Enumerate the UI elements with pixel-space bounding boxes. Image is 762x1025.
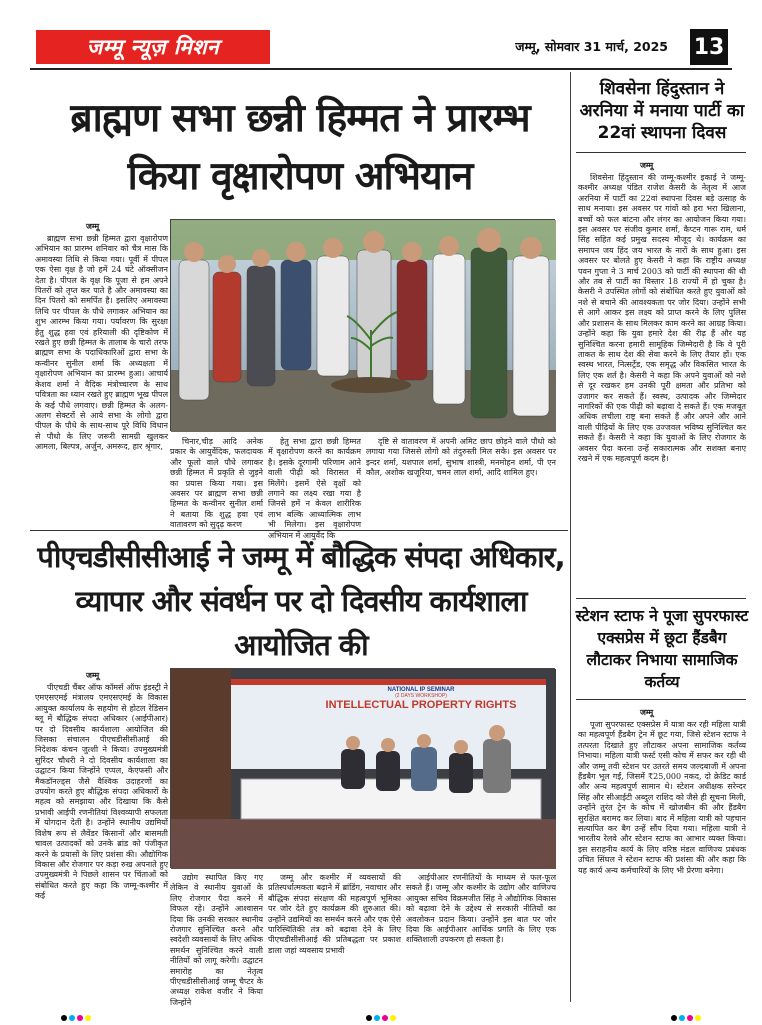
column-divider xyxy=(570,72,571,1002)
print-registration-marks xyxy=(0,1006,762,1016)
story3-rule xyxy=(576,152,746,153)
story1-column-1 xyxy=(35,234,168,526)
story1-column-4 xyxy=(366,437,556,533)
story4-body-text: पूजा सुपरफास्ट एक्सप्रेस में यात्रा कर रही महिला यात्री का महत्वपूर्ण हैंडबैग ट्रेन में छूट गया, जिसे स्टेशन स्टाफ ने तत्परता दिखाते हुए लौटाकर अपना सामाजिक कर्तव्य निभाया। महिला यात्री फर्स्ट एसी कोच में सफर कर रही थी और जम्मू तवी स्टेशन पर उतरते समय जल्दबाजी में अपना हैंडबैग भूल गईं, जिसमें ₹25,000 नकद, दो क्रेडिट कार्ड और अन्य महत्वपूर्ण सामान थे। स्टेशन अधीक्षक सरेन्दर सिंह और सीआईटी अब्दुल राशिद को जैसे ही सूचना मिली, उन्होंने तुरंत ट्रेन के कोच में खोजबीन की और हैंडबैग सुरक्षित बरामद कर लिया। बाद में महिला यात्री को पहचान सत्यापित कर बैग उन्हें सौंप दिया गया। महिला यात्री ने भारतीय रेलवे और स्टेशन स्टाफ का आभार व्यक्त किया। इस सराहनीय कार्य के लिए वरिष्ठ मंडल वाणिज्य प्रबंधक उचित सिंघल ने स्टेशन स्टाफ की प्रशंसा की और कहा कि यह कार्य अन्य कर्मचारियों के लिए भी प्रेरणा बनेगा। xyxy=(578,720,746,875)
story4-rule-top xyxy=(576,598,746,599)
story1-col2-text: चिनार,चीड़ आदि अनेक प्रकार के आयुर्वेदिक, फलदायक और फूलो वाले पौधे लगाकर छन्नी हिम्मत में प्रकृति से जुड़ने का प्रयास किया गया। इस अवसर पर ब्राह्मण सभा छन्नी हिम्मत के कन्वीनर सुनील शर्मा ने बताया कि शुद्ध हवा एवं वातावरण को सुदृढ़ करण xyxy=(170,437,263,530)
story2-column-3 xyxy=(268,873,401,1001)
story2-column-1 xyxy=(35,683,168,1001)
banner-small: (2 DAYS WORKSHOP) xyxy=(395,693,447,699)
banner-line2: INTELLECTUAL PROPERTY RIGHTS xyxy=(325,699,517,711)
story1-column-3 xyxy=(268,437,361,540)
story2-col4-text: आईपीआर रणनीतियों के माध्यम से फल-फूल सकते हैं। जम्मू और कश्मीर के उद्योग और वाणिज्य आयुक्त सचिव विक्रमजीत सिंह ने औद्योगिक विकास को बढ़ावा देने के उद्देश्य से सरकारी नीतियों का अवलोकन प्रदान किया। उन्होंने इस बात पर जोर दिया कि आईपीआर आर्थिक प्रगति के लिए एक शक्तिशाली उपकरण हो सकता है। xyxy=(406,873,556,945)
masthead-rule xyxy=(30,68,732,70)
story2-column-2 xyxy=(170,873,263,1007)
story3-headline: शिवसेना हिंदुस्तान ने अरनिया में मनाया पार्टी का 22वां स्थापना दिवस xyxy=(579,79,745,143)
story3-body-text: शिवसेना हिंदुस्तान की जम्मू-कश्मीर इकाई ने जम्मू-कश्मीर अध्यक्ष पंडित राजेश केसरी के नेतृत्व में आज अरनिया में पार्टी का 22वां स्थापना दिवस बड़े उत्साह के साथ मनाया। इस अवसर पर गांवों को हरा भरा खिलाना, बच्चों को फल बांटना और लंगर का आयोजन किया गया। इस अवसर पर संजीव कुमार शर्मा, कैप्टन गारू राम, धर्म सिंह सहित कई प्रमुख सदस्य मौजूद थे। कार्यक्रम का समापन जय हिंद जय भारत के नारों के साथ हुआ। इस अवसर पर बोलते हुए केसरी ने कहा कि राष्ट्रीय अध्यक्ष पवन गुप्ता ने 3 मार्च 2003 को पार्टी की स्थापना की थी और तब से पार्टी का विस्तार 18 राज्यों में हो चुका है। केसरी ने उपस्थित लोगों को संबोधित करते हुए युवाओं को नशे से बचाने की आवश्यकता पर जोर दिया। उन्होंने सभी से आगे आकर इस लक्ष्य को प्राप्त करने के लिए पुलिस और प्रशासन के साथ मिलकर काम करने का आग्रह किया। उन्होंने कहा कि युवा हमारे देश की रीढ़ हैं और यह सुनिश्चित करना हमारी सामूहिक जिम्मेदारी है कि वे पूरी ताकत के साथ देश की सेवा करने के लिए तैयार हों। एक स्वस्थ भारत, नित्सर्ट्रेड, एक समृद्ध और विकसित भारत के लिए एक शर्त है। केसरी ने कहा कि अपने युवाओं को नशे से दूर रखकर हम उनकी पूरी क्षमता और प्रतिभा को उजागर कर सकते हैं। स्वस्थ, उत्पादक और जिम्मेदार नागरिकों की एक पीढ़ी को बढ़ावा दे सकते हैं। एक मजबूत अधिक लचीला राष्ट्र बना सकते हैं और अपने और आने वाली पीढ़ियों के लिए एक उज्जवल भविष्य सुनिश्चित कर सकते हैं। केसरी ने कहा कि युवाओं के लिए रोजगार के अवसर पैदा करना उन्हें सकारात्मक और सशक्त बनाए रखने में एक महत्वपूर्ण कदम है। xyxy=(578,173,746,463)
story2-col3-text: जम्मू और कश्मीर में व्यवसायों की प्रतिस्पर्धात्मकता बढ़ाने में ब्रांडिंग, नवाचार और बौद्धिक संपदा संरक्षण की महत्वपूर्ण भूमिका पर जोर देते हुए कार्यक्रम की शुरुआत की। उन्होंने उद्यमियों का समर्थन करने और एक ऐसे पारिस्थितिकी तंत्र को बढ़ावा देने के लिए पीएचडीसीसीआई की प्रतिबद्धता पर प्रकाश डाला जहां व्यवसाय प्रभावी xyxy=(268,873,401,955)
story4-rule xyxy=(576,699,746,700)
story4-headline: स्टेशन स्टाफ ने पूजा सुपरफास्ट एक्सप्रेस में छूटा हैंडबैग लौटाकर निभाया सामाजिक कर्तव्य xyxy=(575,607,749,691)
plantation-photo-illustration xyxy=(171,220,556,432)
workshop-photo xyxy=(170,668,555,868)
story2-col2-text: उद्योग स्थापित किए गए लेकिन वे स्थानीय युवाओं के लिए रोजगार पैदा करने में विफल रहे। उन्होंने आश्वासन दिया कि उनकी सरकार स्थानीय रोजगार सुनिश्चित करने और स्वदेशी व्यवसायों के लिए अधिक समर्थन सुनिश्चित करने वाली नीतियों को लागू करेगी। उद्घाटन समारोह का नेतृत्व पीएचडीसीसीआई जम्मू चैप्टर के अध्यक्ष राकेश वजीर ने किया जिन्होंने xyxy=(170,873,263,1007)
story1-byline: जम्मू xyxy=(86,222,100,231)
story2-headline: पीएचडीसीसीआई ने जम्मू में बौद्धिक संपदा अधिकार, व्यापार और संवर्धन पर दो दिवसीय कार्यशाला आयोजित की xyxy=(37,540,565,662)
registration-dots-right xyxy=(670,1006,702,1016)
story4-column xyxy=(578,720,746,1002)
story3-column xyxy=(578,173,746,595)
story2-col1-text: पीएचडी चैंबर ऑफ कॉमर्स ऑफ इंडस्ट्री ने एमएसएमई मंत्रालय एमएसएमई के विकास आयुक्त कार्यालय के सहयोग से होटल रेडिसन ब्लू में बौद्धिक संपदा अधिकार (आईपीआर) पर दो दिवसीय कार्यशाला आयोजित की जिसका संचालन पीएचडीसीसीआई की निदेशक कंचन जुत्शी ने किया। उपमुख्यमंत्री सुरिंदर चौधरी ने दो दिवसीय कार्यशाला का उद्घाटन किया जिन्होंने एप्पल, केएफसी और मैकडॉनल्ड्स जैसे वैश्विक उदाहरणों का उपयोग करते हुए बौद्धिक संपदा अधिकारों के महत्व को समझाया और दिखाया कि कैसे प्रभावी आईपी रणनीतियां विश्वव्यापी सफलता में योगदान देती है। उन्होंने स्थानीय उद्यमियों विशेष रूप से लैवेंडर किसानों और बासमती चावल उत्पादकों को उनके ब्रांड को पंजीकृत करने के प्रयासों के लिए प्रशंसा की। औद्योगिक विकास और रोजगार पर कड़ा रुख अपनाते हुए उपमुख्यमंत्री ने पिछले शासन पर चिंताओं को संबोधित करते हुए कहा कि जम्मू-कश्मीर में कई xyxy=(35,683,168,901)
story2-column-4 xyxy=(406,873,556,1001)
story1-col4-text: दृष्टि से वातावरण में अपनी अमिट छाप छोड़ने वाले पौधो को लगाया गया जिससे लोगो को तंदुरुस्ती मिल सके। इस अवसर पर इन्दर शर्मा, यशपाल शर्मा, सुभाष शास्त्री, मनमोहन शर्मा, पी एन कौल, अशोक खजूरिया, चमन लाल शर्मा, आदि शामिल हुए। xyxy=(366,437,556,478)
story-separator xyxy=(30,530,568,531)
plantation-photo xyxy=(170,219,555,431)
story1-col1-text: ब्राह्मण सभा छन्नी हिम्मत द्वारा वृक्षारोपण अभियान का प्रारम्भ शनिवार को चैत्र मास कि अमावस्या तिथि से किया गया। पूर्वी में पीपल एक ऐसा वृक्ष है जो हमें 24 घंटे ऑक्सीजन देता है। पीपल के वृक्ष कि पूजा से हम अपने पितरों को तृप्त कर पाते है और अमावस्या का दिन पितरो को समर्पित है। इसलिए अमावस्या तिथि पर पीपल के पौधे लगाकर अभियान का शुभ आरम्भ किया गया। पर्यावरण कि सुरक्षा हेतु शुद्ध हवा एवं हरियाली की दृष्टिकोण में रखते हुए छन्नी हिम्मत के तालाब के चारो तरफ ब्राह्मण सभा के पदाधिकारिओं द्वारा सभा के कन्वीनर सुनील शर्मा कि अध्यक्षता में वृक्षारोपण अभियान का प्रारम्भ हुआ। आचार्य केशव शर्मा ने वैदिक मंत्रोच्चारण के साथ पवित्रता का ध्यान रखते हुए ब्राह्मण भूख पीपल के कई पौधे लगवाए। छन्नी हिम्मत के अलग-अलग सेक्टरों से आये सभा के लोगो द्वारा पीपल के पौधे के साथ-साथ पूरे विधि विधान से पौधो के लिए जरूरी सामग्री खुलकर आमला, बिल्पत्र, अर्जुन, अमरूद, हार श्रृंगार, xyxy=(35,234,168,452)
story1-headline: ब्राह्मण सभा छन्नी हिम्मत ने प्रारम्भ किया वृक्षारोपण अभियान xyxy=(70,96,530,199)
page-number: 13 xyxy=(690,29,728,65)
dateline: जम्मू, सोमवार 31 मार्च, 2025 xyxy=(515,39,668,54)
newspaper-masthead: जम्मू न्यूज़ मिशन xyxy=(36,30,270,64)
story4-byline: जम्मू xyxy=(640,708,654,717)
registration-dots-left xyxy=(60,1006,92,1016)
story1-col3-text: हेतु सभा द्वारा छन्नी हिम्मत में वृक्षारोपण करने का कार्यक्रम है। इसके दूरगामी परिणाम आने वाली पीढ़ी को विरासत में मिलेंगे। इसमें ऐसे वृक्षों को लगाने का लक्ष्य रखा गया है जिनसे हमें न केवल शारीरिक लाभ बल्कि आध्यात्मिक लाभ भी मिलेगा। इस वृक्षारोपण अभियान में आयुर्वेद कि xyxy=(268,437,361,540)
workshop-banner xyxy=(321,687,521,711)
story3-byline: जम्मू xyxy=(640,161,654,170)
banner-line1: NATIONAL IP SEMINAR xyxy=(387,687,455,693)
registration-dots-center xyxy=(365,1006,397,1016)
story1-column-2 xyxy=(170,437,263,533)
story2-byline: जम्मू xyxy=(86,671,100,680)
